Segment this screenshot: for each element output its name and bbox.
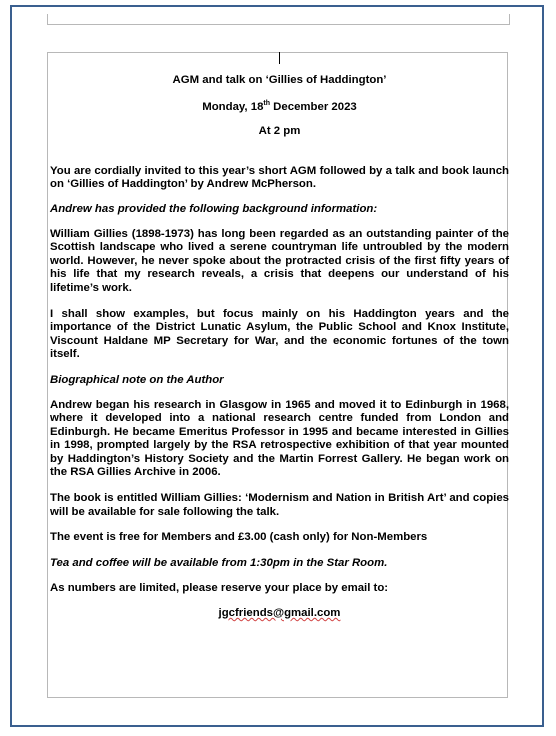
bio-paragraph: Andrew began his research in Glasgow in 1965 and moved it to Edinburgh in 1968, where it developed into a national research centre funded from London and Edinburgh. He became Emeritus Professor in 1995 and became interested in Gillies in 1998, prompted largely by the RSA retrospective exhibition of that year mounted by Haddington’s History Society and the Martin Forrest Gallery. He began work on the RSA Gillies Archive in 2006. (50, 398, 509, 479)
contact-email (50, 607, 509, 621)
background-paragraph-1: William Gillies (1898-1973) has long been regarded as an outstanding painter of the Scottish landscape who lived a serene countryman life untroubled by the modern world. However, he never spoke about the protracted crisis of the first fifty years of his life that my research reveals, a crisis that deepens our understand of his lifetime’s work. (50, 227, 509, 294)
price-paragraph: The event is free for Members and £3.00 (cash only) for Non-Members (50, 531, 428, 544)
document-content (50, 70, 509, 621)
date-superscript: th (263, 99, 271, 107)
previous-page-edge (47, 14, 510, 25)
event-date (50, 101, 509, 115)
event-title: AGM and talk on ‘Gillies of Haddington’ (172, 74, 387, 86)
date-suffix: December 2023 (270, 100, 357, 113)
date-prefix: Monday, 18 (202, 100, 264, 113)
event-time: At 2 pm (258, 125, 301, 138)
reserve-paragraph: As numbers are limited, please reserve your place by email to: (50, 582, 389, 595)
email-link[interactable]: jgcfriends@gmail.com (218, 607, 341, 620)
background-paragraph-2: I shall show examples, but focus mainly on his Haddington years and the importance of the District Lunatic Asylum, the Public School and Knox Institute, Viscount Haldane MP Secretary for War, and the economic fortunes of the town itself. (50, 307, 509, 361)
refreshments-paragraph: Tea and coffee will be available from 1:30pm in the Star Room. (50, 556, 388, 569)
intro-paragraph: You are cordially invited to this year’s short AGM followed by a talk and book launch on ‘Gillies of Haddington’ by Andrew McPherson. (50, 164, 509, 191)
bio-heading: Biographical note on the Author (50, 373, 224, 386)
text-cursor (279, 52, 280, 64)
background-heading: Andrew has provided the following background information: (50, 202, 378, 215)
book-paragraph: The book is entitled William Gillies: ‘Modernism and Nation in British Art’ and copies will be available for sale following the talk. (50, 492, 509, 518)
